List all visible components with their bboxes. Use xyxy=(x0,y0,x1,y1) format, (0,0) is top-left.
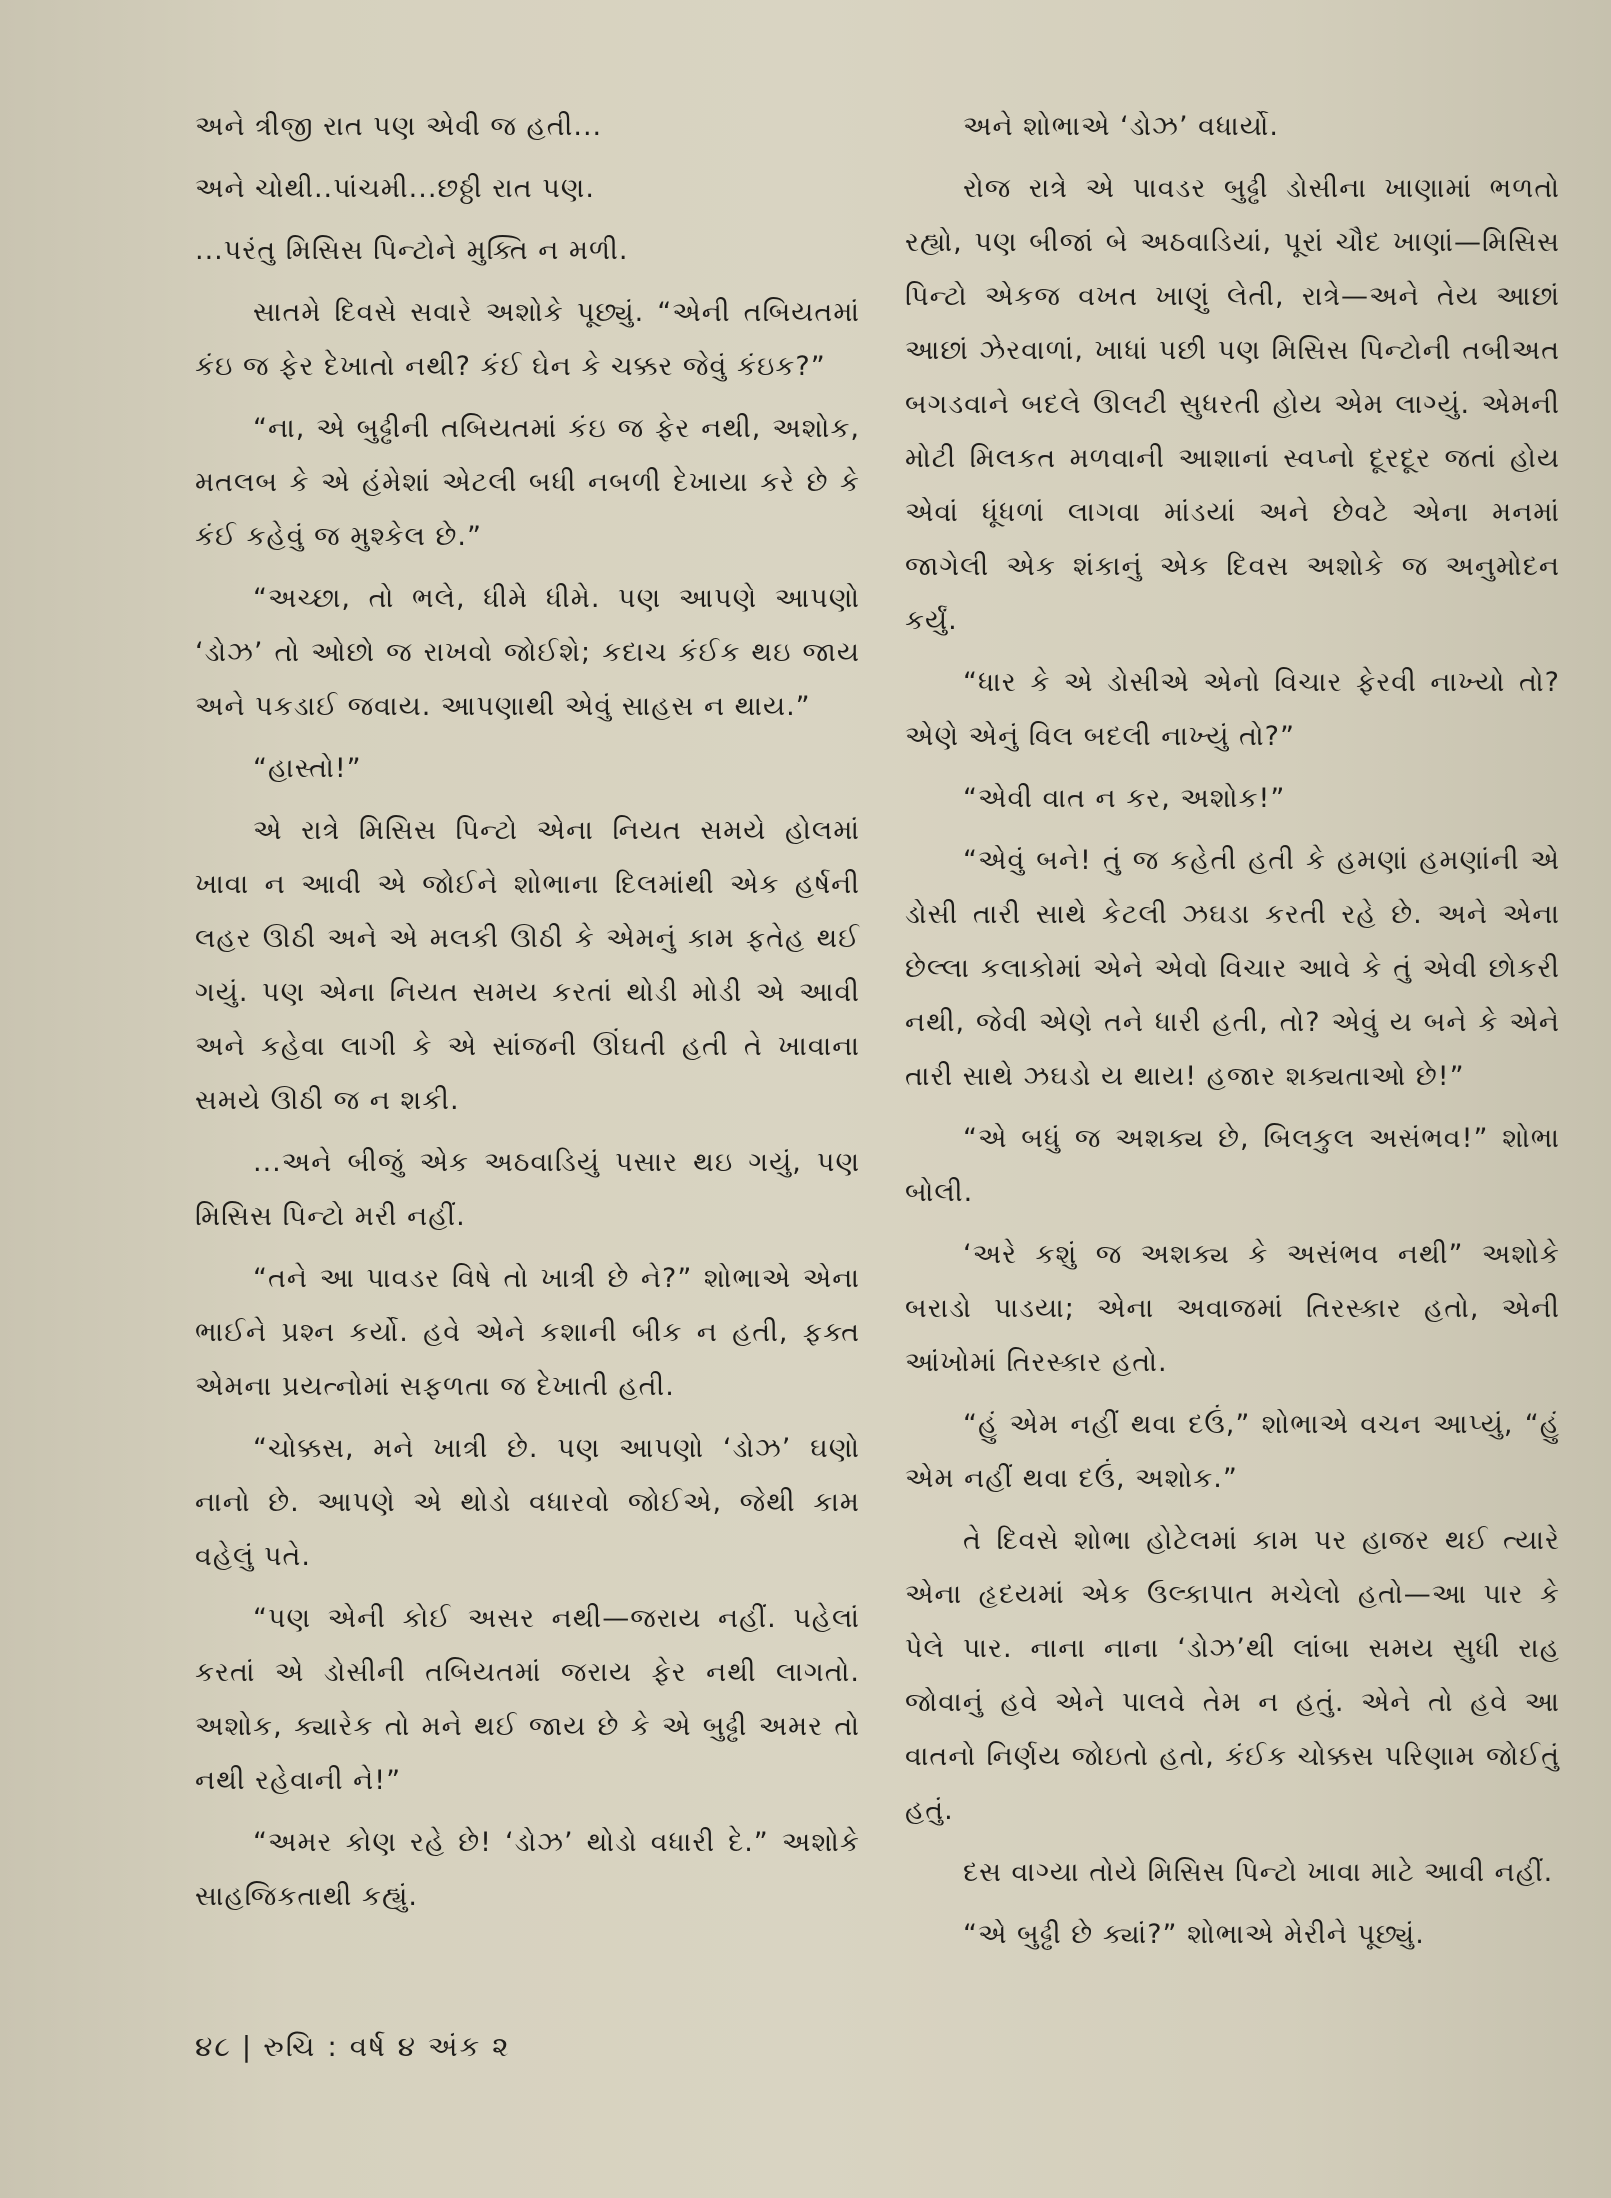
paragraph: “એવું બને! તું જ કહેતી હતી કે હમણાં હમણાંની એ ડોસી તારી સાથે કેટલી ઝઘડા કરતી રહે છે. અને એના છેલ્લા કલાકોમાં એને એવો વિચાર આવે કે તું એવી છોકરી નથી, જેવી એણે તને ધારી હતી, તો? એવું ય બને કે એને તારી સાથે ઝઘડો ય થાય! હજાર શક્યતાઓ છે!” xyxy=(905,845,1560,1092)
paragraph: તે દિવસે શોભા હોટેલમાં કામ પર હાજર થઈ ત્યારે એના હૃદયમાં એક ઉલ્કાપાત મચેલો હતો—આ પાર કે પેલે પાર. નાના નાના ‘ડોઝ’થી લાંબા સમય સુધી રાહ જોવાનું હવે એને પાલવે તેમ ન હતું. એને તો હવે આ વાતનો નિર્ણય જોઇતો હતો, કંઈક ચોક્કસ પરિણામ જોઈતું હતું. xyxy=(905,1525,1560,1826)
paragraph: સાતમે દિવસે સવારે અશોકે પૂછ્યું. “એની તબિયતમાં કંઇ જ ફેર દેખાતો નથી? કંઈ ઘેન કે ચક્કર જેવું કંઇક?” xyxy=(195,297,860,382)
left-column xyxy=(195,100,860,1932)
paragraph: “હું એમ નહીં થવા દઉં,” શોભાએ વચન આપ્યું, “હું એમ નહીં થવા દઉં, અશોક.” xyxy=(905,1409,1560,1494)
paragraph: “એ બધું જ અશક્ય છે, બિલકુલ અસંભવ!” શોભા બોલી. xyxy=(905,1123,1560,1208)
paragraph: “તને આ પાવડર વિષે તો ખાત્રી છે ને?” શોભાએ એના ભાઈને પ્રશ્ન કર્યો. હવે એને કશાની બીક ન હતી, ફક્ત એમના પ્રયત્નોમાં સફળતા જ દેખાતી હતી. xyxy=(195,1263,860,1402)
footer-divider: | xyxy=(241,2030,254,2063)
page-footer xyxy=(195,2030,511,2064)
paragraph: “હાસ્તો!” xyxy=(253,753,362,784)
paragraph: ...પરંતુ મિસિસ પિન્ટોને મુક્તિ ન મળી. xyxy=(195,235,629,266)
paragraph: ‘અરે કશું જ અશક્ય કે અસંભવ નથી” અશોકે બરાડો પાડયા; એના અવાજમાં તિરસ્કાર હતો, એની આંખોમાં તિરસ્કાર હતો. xyxy=(905,1239,1560,1378)
paragraph: અને શોભાએ ‘ડોઝ’ વધાર્યો. xyxy=(963,111,1279,142)
paragraph: “ચોક્કસ, મને ખાત્રી છે. પણ આપણો ‘ડોઝ’ ઘણો નાનો છે. આપણે એ થોડો વધારવો જોઈએ, જેથી કામ વહેલું પતે. xyxy=(195,1433,860,1572)
paragraph: “એ બુઢ્ઢી છે ક્યાં?” શોભાએ મેરીને પૂછ્યું. xyxy=(963,1919,1425,1950)
page-number: ૪૮ xyxy=(195,2030,232,2063)
paragraph: રોજ રાત્રે એ પાવડર બુઢ્ઢી ડોસીના ખાણામાં ભળતો રહ્યો, પણ બીજાં બે અઠવાડિયાં, પૂરાં ચૌદ ખાણાં—મિસિસ પિન્ટો એકજ વખત ખાણું લેતી, રાત્રે—અને તેય આછાં આછાં ઝેરવાળાં, ખાધાં પછી પણ મિસિસ પિન્ટોની તબીઅત બગડવાને બદલે ઊલટી સુધરતી હોય એમ લાગ્યું. એમની મોટી મિલકત મળવાની આશાનાં સ્વપ્નો દૂરદૂર જતાં હોય એવાં ધૂંધળાં લાગવા માંડયાં અને છેવટે એના મનમાં જાગેલી એક શંકાનું એક દિવસ અશોકે જ અનુમોદન કર્યું. xyxy=(905,173,1560,636)
paragraph: “એવી વાત ન કર, અશોક!” xyxy=(963,783,1286,814)
paragraph: ...અને બીજું એક અઠવાડિયું પસાર થઇ ગયું, પણ મિસિસ પિન્ટો મરી નહીં. xyxy=(195,1147,860,1232)
paragraph: અને ચોથી..પાંચમી...છઠ્ઠી રાત પણ. xyxy=(195,173,595,204)
paragraph: “ના, એ બુઢ્ઢીની તબિયતમાં કંઇ જ ફેર નથી, અશોક, મતલબ કે એ હંમેશાં એટલી બધી નબળી દેખાયા કરે છે કે કંઈ કહેવું જ મુશ્કેલ છે.” xyxy=(195,413,860,552)
paragraph: “ધાર કે એ ડોસીએ એનો વિચાર ફેરવી નાખ્યો તો? એણે એનું વિલ બદલી નાખ્યું તો?” xyxy=(905,667,1560,752)
magazine-issue: રુચિ : વર્ષ ૪ અંક ૨ xyxy=(263,2030,511,2063)
paragraph: એ રાત્રે મિસિસ પિન્ટો એના નિયત સમયે હોલમાં ખાવા ન આવી એ જોઈને શોભાના દિલમાંથી એક હર્ષની લહર ઊઠી અને એ મલકી ઊઠી કે એમનું કામ ફતેહ થઈ ગયું. પણ એના નિયત સમય કરતાં થોડી મોડી એ આવી અને કહેવા લાગી કે એ સાંજની ઊંઘતી હતી તે ખાવાના સમયે ઊઠી જ ન શકી. xyxy=(195,815,860,1116)
paragraph: દસ વાગ્યા તોયે મિસિસ પિન્ટો ખાવા માટે આવી નહીં. xyxy=(963,1857,1554,1888)
paragraph: અને ત્રીજી રાત પણ એવી જ હતી... xyxy=(195,111,603,142)
paragraph: “અચ્છા, તો ભલે, ધીમે ધીમે. પણ આપણે આપણો ‘ડોઝ’ તો ઓછો જ રાખવો જોઈશે; કદાચ કંઈક થઇ જાય અને પકડાઈ જવાય. આપણાથી એવું સાહસ ન થાય.” xyxy=(195,583,860,722)
paragraph: “અમર કોણ રહે છે! ‘ડોઝ’ થોડો વધારી દે.” અશોકે સાહજિકતાથી કહ્યું. xyxy=(195,1827,860,1912)
right-column xyxy=(905,100,1560,1970)
paragraph: “પણ એની કોઈ અસર નથી—જરાય નહીં. પહેલાં કરતાં એ ડોસીની તબિયતમાં જરાય ફેર નથી લાગતો. અશોક, ક્યારેક તો મને થઈ જાય છે કે એ બુઢ્ઢી અમર તો નથી રહેવાની ને!” xyxy=(195,1603,860,1796)
